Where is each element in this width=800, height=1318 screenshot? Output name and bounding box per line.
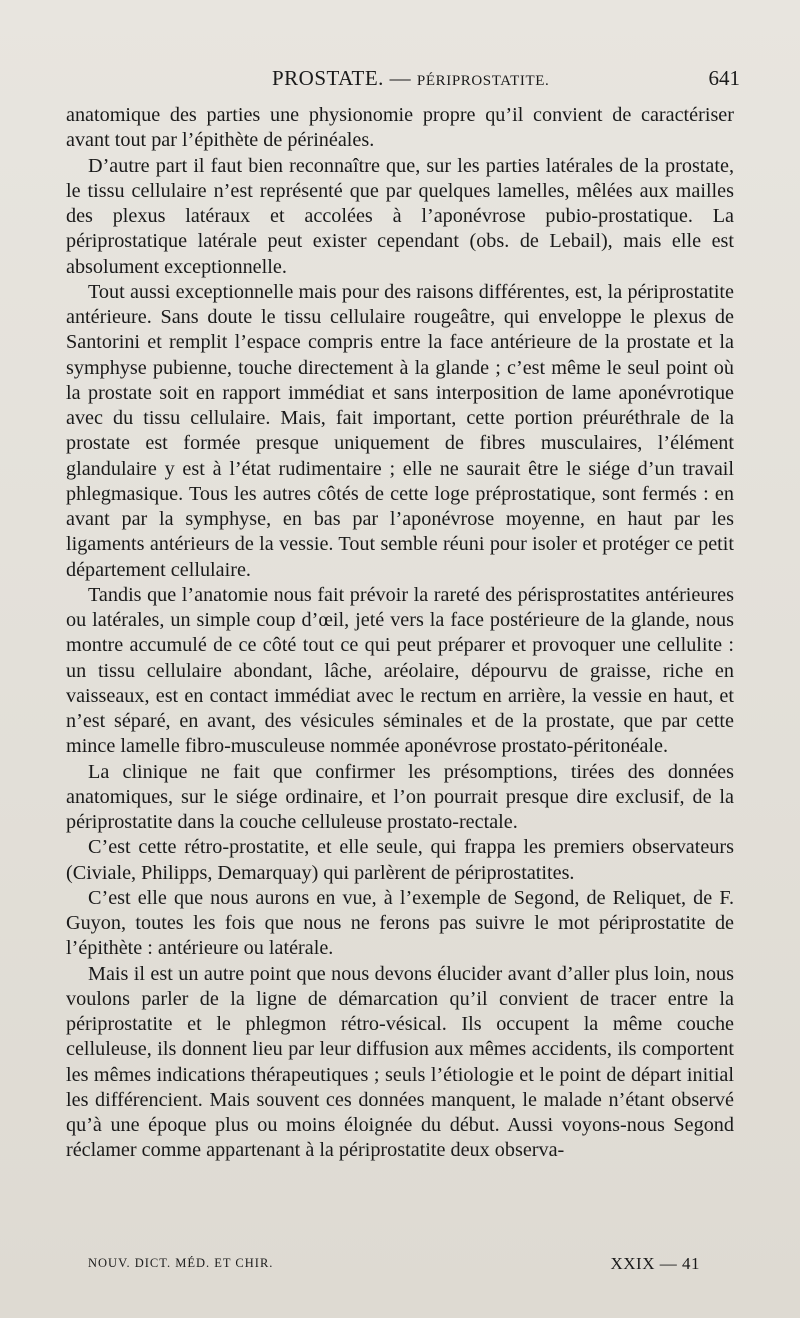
running-title-sub: PÉRIPROSTATITE. bbox=[416, 73, 550, 89]
paragraph: C’est elle que nous aurons en vue, à l’exemple de Segond, de Reliquet, de F. Guyon, toutes les fois que nous ne ferons pas suivre le mot périprostatite de l’épithète : antérieure ou latérale. bbox=[66, 886, 734, 960]
paragraph: C’est cette rétro-prostatite, et elle seule, qui frappa les premiers observateurs (Civiale, Philipps, Demarquay) qui parlèrent de périprostatites. bbox=[66, 836, 734, 884]
paragraph: D’autre part il faut bien reconnaître que, sur les parties latérales de la prostate, le tissu cellulaire n’est représenté que par quelques lamelles, mêlées aux mailles des plexus latéraux et accolées à l’aponévrose pubio-prostatique. La périprostatique latérale peut exister cependant (obs. de Lebail), mais elle est absolument exceptionnelle. bbox=[66, 154, 734, 278]
paragraph: La clinique ne fait que confirmer les présomptions, tirées des données anatomiques, sur le siége ordinaire, et l’on pourrait presque dire exclusif, de la périprostatite dans la couche celluleuse prostato-rectale. bbox=[66, 760, 734, 833]
paragraph: anatomique des parties une physionomie propre qu’il convient de caractériser avant tout par l’épithète de périnéales. bbox=[66, 104, 734, 152]
body-text bbox=[66, 103, 734, 1164]
footer-signature: NOUV. DICT. MÉD. ET CHIR. bbox=[88, 1256, 274, 1270]
paragraph: Tandis que l’anatomie nous fait prévoir la rareté des périsprostatites antérieures ou latérales, un simple coup d’œil, jeté vers la face postérieure de la glande, nous montre accumulé de ce côté tout ce qui peut préparer et provoquer une cellulite : un tissu cellulaire abondant, lâche, aréolaire, dépourvu de graisse, riche en vaisseaux, est en contact immédiat avec le rectum en arrière, la vessie en haut, et n’est séparé, en avant, des vésicules séminales et de la prostate, que par cette mince lamelle fibro-musculeuse nommée aponévrose prostato-péritonéale. bbox=[66, 583, 734, 758]
footer-volume-mark: XXIX — 41 bbox=[610, 1254, 700, 1273]
page-number: 641 bbox=[708, 66, 740, 90]
running-title bbox=[272, 66, 549, 91]
running-header bbox=[90, 66, 740, 96]
paragraph: Mais il est un autre point que nous devons élucider avant d’aller plus loin, nous voulons parler de la ligne de démarcation qu’il convient de tracer entre la périprostatite et le phlegmon rétro-vésical. Ils occupent la même couche celluleuse, ils donnent lieu par leur diffusion aux mêmes accidents, ils comportent les mêmes indications thérapeutiques ; seuls l’étiologie et le point de départ initial les différencient. Mais souvent ces données manquent, le malade n’étant observé qu’à une époque plus ou moins éloignée du début. Aussi voyons-nous Segond réclamer comme appartenant à la périprostatite deux observa- bbox=[66, 962, 734, 1162]
page-footer bbox=[88, 1254, 700, 1278]
paragraph: Tout aussi exceptionnelle mais pour des raisons différentes, est, la périprostatite antérieure. Sans doute le tissu cellulaire rougeâtre, qui enveloppe le plexus de Santorini et remplit l’espace compris entre la face antérieure de la prostate et la symphyse pubienne, touche directement à la glande ; c’est même le seul point où la prostate soit en rapport immédiat et sans interposition de lame aponévrotique avec du tissu cellulaire. Mais, fait important, cette portion préuréthrale de la prostate est formée presque uniquement de fibres musculaires, l’élément glandulaire y est à l’état rudimentaire ; elle ne saurait être le siége d’un travail phlegmasique. Tous les autres côtés de cette loge préprostatique, sont fermés : en avant par la symphyse, en bas par l’aponévrose moyenne, en haut par les ligaments antérieurs de la vessie. Tout semble réuni pour isoler et protéger ce petit département cellulaire. bbox=[66, 280, 734, 581]
running-title-main: PROSTATE. bbox=[272, 66, 384, 90]
running-title-separator: — bbox=[383, 66, 417, 90]
